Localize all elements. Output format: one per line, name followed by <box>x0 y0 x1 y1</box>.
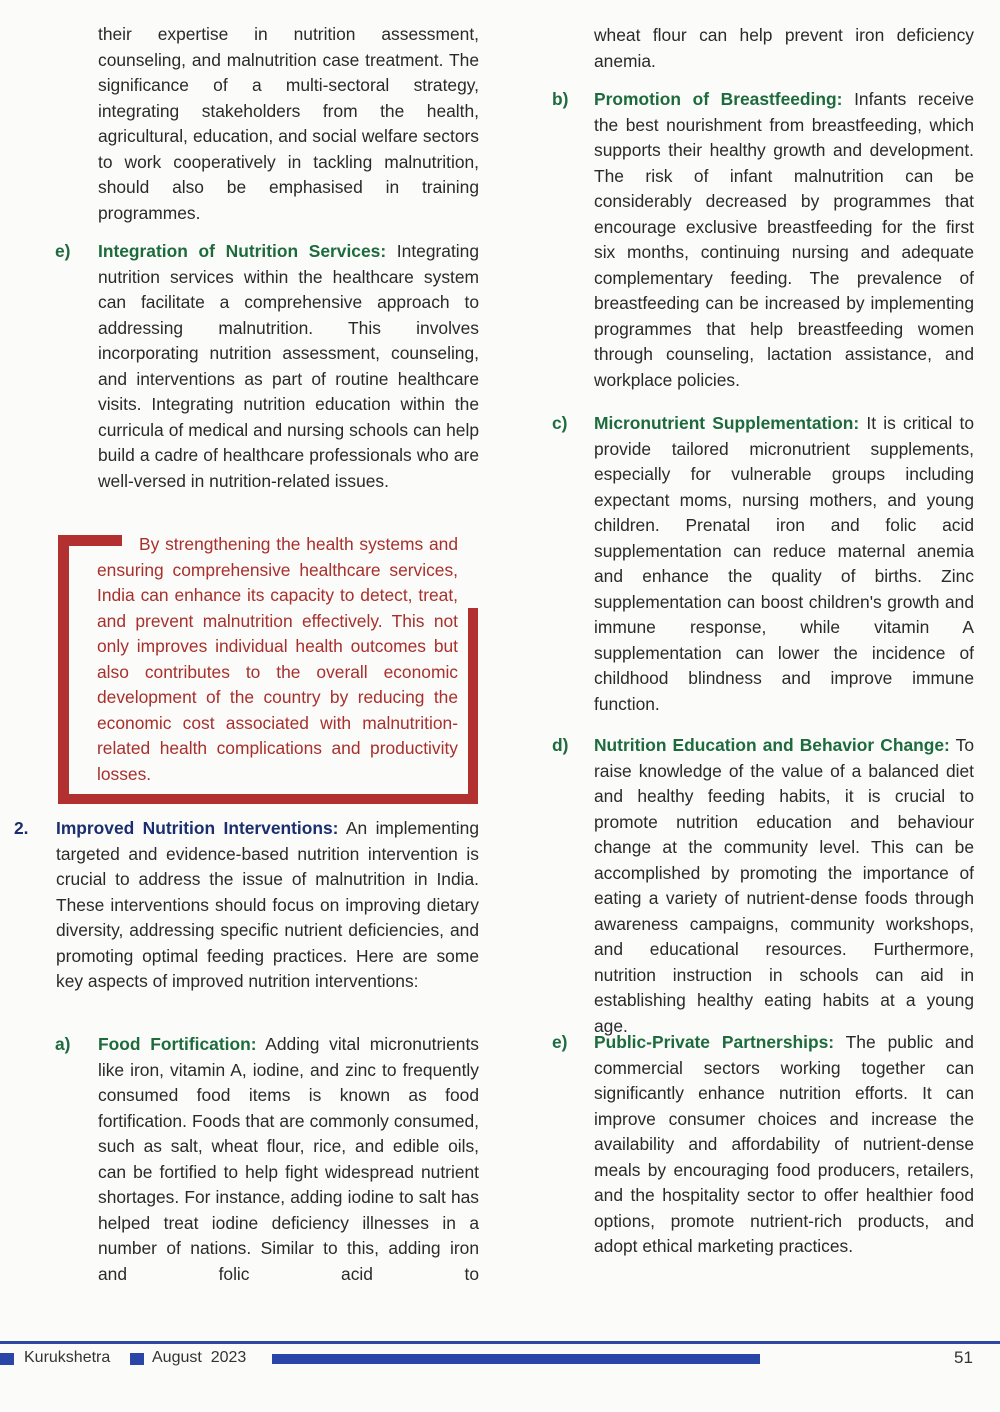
callout-border-left <box>58 535 69 804</box>
section-heading: Improved Nutrition Interventions: <box>56 818 339 838</box>
pull-quote-callout <box>58 532 478 804</box>
item-text: Integrating nutrition services within the healthcare system can facilitate a comprehensive approach to addressing malnutrition. This involves incorporating nutrition assessment, counseling, and interventions as part of routine healthcare visits. Integrating nutrition education within the curricula of medical and nursing schools can help build a cadre of healthcare professionals who are well-versed in nutrition-related issues. <box>98 241 479 491</box>
item-text: It is critical to provide tailored micronutrient supplements, especially for vulnerable groups including expectant moms, nursing mothers, and young children. Prenatal iron and folic acid supplementation can reduce maternal anemia and enhance the quality of births. Zinc supplementation can boost children's growth and immune response, while vitamin A supplementation can lower the incidence of childhood blindness and improve immune function. <box>594 413 974 714</box>
paragraph-text: their expertise in nutrition assessment, counseling, and malnutrition case treatment. The significance of a multi-sectoral strategy, integrating stakeholders from the health, agricultural, education, and social welfare sectors to work cooperatively in tackling malnutrition, should also be emphasised in training programmes. <box>98 24 479 223</box>
page-number: 51 <box>954 1348 973 1367</box>
item-heading: Micronutrient Supplementation: <box>594 413 860 433</box>
callout-border-right <box>468 608 478 804</box>
item-text: Adding vital micronutrients like iron, vitamin A, iodine, and zinc to frequently consumed food items is known as food fortification. Foods that are commonly consumed, such as salt, wheat flour, rice, and edible oils, can be fortified to help fight widespread nutrient shortages. For instance, adding iodine to salt has helped treat iodine deficiency illnesses in a number of nations. Similar to this, adding iron and folic acid to <box>98 1034 479 1284</box>
list-marker: e) <box>552 1032 568 1052</box>
callout-text: By strengthening the health systems and ensuring comprehensive healthcare services, India can enhance its capacity to detect, treat, and prevent malnutrition effectively. This not only improves individual health outcomes but also contributes to the overall economic development of the country by reducing the economic cost associated with malnutrition-related health complications and productivity losses. <box>97 534 458 784</box>
callout-border-bottom <box>58 794 478 804</box>
item-text: To raise knowledge of the value of a balanced diet and healthy feeding habits, it is crucial to promote nutrition education and behaviour change at the community level. This can be accomplished by promoting the importance of eating a variety of nutrient-dense foods through awareness campaigns, community workshops, and educational resources. Furthermore, nutrition instruction in schools can aid in establishing healthy eating habits at a young age. <box>594 735 974 1036</box>
issue-date: August 2023 <box>152 1349 247 1366</box>
continuation-paragraph <box>98 22 479 226</box>
item-heading: Promotion of Breastfeeding: <box>594 89 843 109</box>
item-heading: Public-Private Partnerships: <box>594 1032 835 1052</box>
list-marker: a) <box>55 1034 71 1054</box>
item-text: The public and commercial sectors working together can significantly enhance nutrition efforts. It can improve consumer choices and increase the availability and affordability of nutrient-dense meals by encouraging food producers, retailers, and the hospitality sector to offer healthier food options, promote nutrient-rich products, and adopt ethical marketing practices. <box>594 1032 974 1256</box>
item-heading: Nutrition Education and Behavior Change: <box>594 735 950 755</box>
page-footer <box>0 1346 1000 1370</box>
item-text: Infants receive the best nourishment from breastfeeding, which supports their healthy growth and development. The risk of infant malnutrition can be considerably decreased by programmes that encourage exclusive breastfeeding for the first six months, continuing nursing and adequate complementary feeding. The prevalence of breastfeeding can be increased by implementing programmes that help breastfeeding women through counseling, lactation assistance, and workplace policies. <box>594 89 974 390</box>
list-marker: b) <box>552 89 569 109</box>
list-marker: e) <box>55 241 71 261</box>
paragraph-text: wheat flour can help prevent iron deficiency anemia. <box>594 25 974 71</box>
list-marker: d) <box>552 735 569 755</box>
footer-rule <box>0 1341 1000 1344</box>
footer-square-icon <box>0 1353 14 1365</box>
section-text: An implementing targeted and evidence-based nutrition intervention is crucial to address the issue of malnutrition in India. These interventions should focus on improving dietary diversity, addressing specific nutrient deficiencies, and promoting optimal feeding practices. Here are some key aspects of improved nutrition interventions: <box>56 818 479 991</box>
continuation-paragraph <box>594 23 974 74</box>
footer-square-icon <box>130 1353 144 1365</box>
item-heading: Food Fortification: <box>98 1034 257 1054</box>
publication-name: Kurukshetra <box>24 1349 111 1366</box>
footer-accent-bar <box>272 1354 760 1364</box>
item-heading: Integration of Nutrition Services: <box>98 241 387 261</box>
section-number: 2. <box>14 818 29 838</box>
list-marker: c) <box>552 413 568 433</box>
